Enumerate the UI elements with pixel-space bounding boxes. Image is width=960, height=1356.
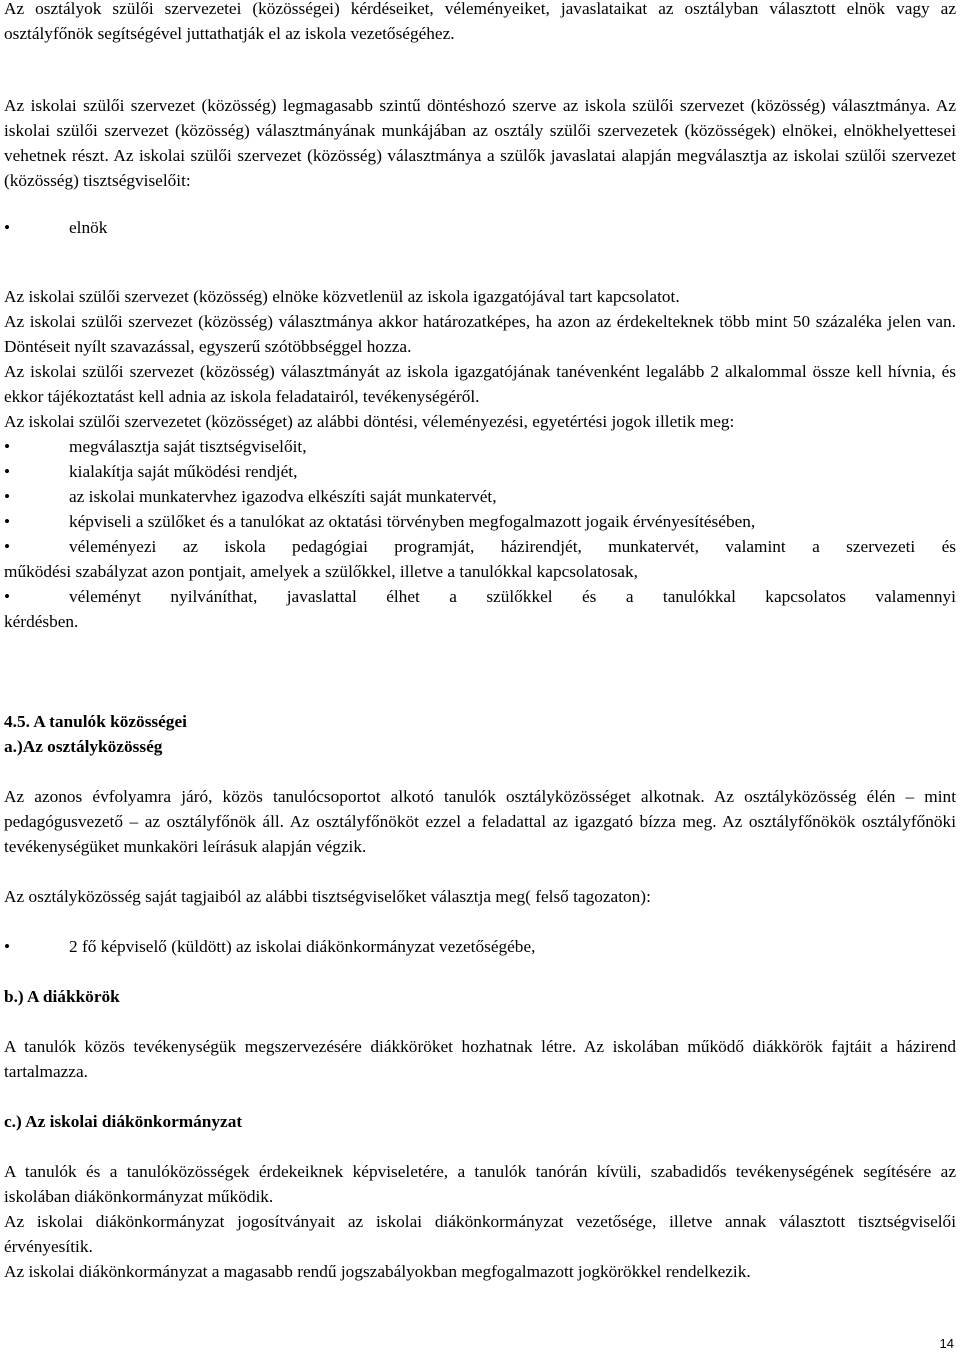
- paragraph-class-officers: Az osztályközösség saját tagjaiból az alábbi tisztségviselőket választja meg( felső tagozaton):: [4, 887, 651, 906]
- subsection-heading-b: b.) A diákkörök: [4, 987, 120, 1006]
- bullet-icon: •: [4, 537, 11, 556]
- bullet-icon: •: [4, 587, 11, 606]
- paragraph-student-govt: A tanulók és a tanulóközösségek érdekeiknek képviseletére, a tanulók tanórán kívüli, szabadidős tevékenységének segítésére az iskolában diákönkormányzat működik.: [4, 1162, 956, 1206]
- paragraph-class-parent-orgs: Az osztályok szülői szervezetei (közösségei) kérdéseiket, véleményeiket, javaslataikat az osztályban választott elnök vagy az osztályfőnök segítségével juttathatják el az iskola vezetőségéhez.: [4, 0, 956, 43]
- paragraph-meetings: Az iskolai szülői szervezet (közösség) választmányát az iskola igazgatójának tanévenként legalább 2 alkalommal össze kell hívnia, és ekkor tájékoztatást kell adnia az iskola feladatairól, tevékenységéről.: [4, 362, 956, 406]
- paragraph-chair-contact: Az iskolai szülői szervezet (közösség) elnöke közvetlenül az iskola igazgatójával tart kapcsolatot.: [4, 287, 680, 306]
- list-item: • az iskolai munkatervhez igazodva elkészíti saját munkatervét,: [4, 484, 956, 509]
- paragraph-student-govt-powers: Az iskolai diákönkormányzat a magasabb rendű jogszabályokban megfogalmazott jogkörökkel rendelkezik.: [4, 1262, 751, 1281]
- list-item: • képviseli a szülőket és a tanulókat az oktatási törvényben megfogalmazott jogaik érvényesítésében,: [4, 509, 956, 534]
- paragraph-rights-intro: Az iskolai szülői szervezetet (közösséget) az alábbi döntési, véleményezési, egyetértési jogok illetik meg:: [4, 412, 735, 431]
- bullet-icon: •: [4, 937, 11, 956]
- paragraph-student-circles: A tanulók közös tevékenységük megszervezésére diákköröket hozhatnak létre. Az iskolában működő diákkörök fajtáit a házirend tartalmazza.: [4, 1037, 956, 1081]
- list-item-continuation: működési szabályzat azon pontjait, amelyek a szülőkkel, illetve a tanulókkal kapcsolatosak,: [4, 562, 638, 581]
- list-item: • elnök: [4, 215, 956, 240]
- paragraph-school-parent-org: Az iskolai szülői szervezet (közösség) legmagasabb szintű döntéshozó szerve az iskola szülői szervezet (közösség) választmánya. Az iskolai szülői szervezet (közösség) választmányának munkájában az osztály szülői szervezetek (közösségek) elnökei, elnökhelyettesei vehetnek részt. Az iskolai szülői szervezet (közösség) választmánya a szülők javaslatai alapján megválasztja az iskolai szülői szervezet (közösség) tisztségviselőit:: [4, 96, 956, 190]
- list-item: • kialakítja saját működési rendjét,: [4, 459, 956, 484]
- document-page: [4, 0, 956, 1284]
- bullet-icon: •: [4, 487, 11, 506]
- section-heading: 4.5. A tanulók közösségei: [4, 712, 187, 731]
- list-item-continuation: kérdésben.: [4, 612, 79, 631]
- list-item: • megválasztja saját tisztségviselőit,: [4, 434, 956, 459]
- paragraph-student-govt-rights: Az iskolai diákönkormányzat jogosítványait az iskolai diákönkormányzat vezetősége, illetve annak választott tisztségviselői érvényesítik.: [4, 1212, 956, 1256]
- page-number: 14: [939, 1336, 954, 1351]
- bullet-icon: •: [4, 462, 11, 481]
- paragraph-quorum: Az iskolai szülői szervezet (közösség) választmánya akkor határozatképes, ha azon az érdekelteknek több mint 50 százaléka jelen van. Döntéseit nyílt szavazással, egyszerű szótöbbséggel hozza.: [4, 312, 956, 356]
- bullet-icon: •: [4, 512, 11, 531]
- list-item: • véleményezi az iskola pedagógiai programját, házirendjét, munkatervét, valamint a szervezeti és: [4, 534, 956, 559]
- paragraph-class-community: Az azonos évfolyamra járó, közös tanulócsoportot alkotó tanulók osztályközösséget alkotnak. Az osztályközösség élén – mint pedagógusvezető – az osztályfőnök áll. Az osztályfőnököt ezzel a feladattal az igazgató bízza meg. Az osztályfőnökök osztályfőnöki tevékenységüket munkaköri leírásuk alapján végzik.: [4, 787, 956, 856]
- subsection-heading-c: c.) Az iskolai diákönkormányzat: [4, 1112, 243, 1131]
- bullet-icon: •: [4, 437, 11, 456]
- bullet-icon: •: [4, 218, 11, 237]
- list-item: • 2 fő képviselő (küldött) az iskolai diákönkormányzat vezetőségébe,: [4, 934, 956, 959]
- list-item: • véleményt nyilváníthat, javaslattal élhet a szülőkkel és a tanulókkal kapcsolatos valamennyi: [4, 584, 956, 609]
- subsection-heading-a: a.)Az osztályközösség: [4, 737, 163, 756]
